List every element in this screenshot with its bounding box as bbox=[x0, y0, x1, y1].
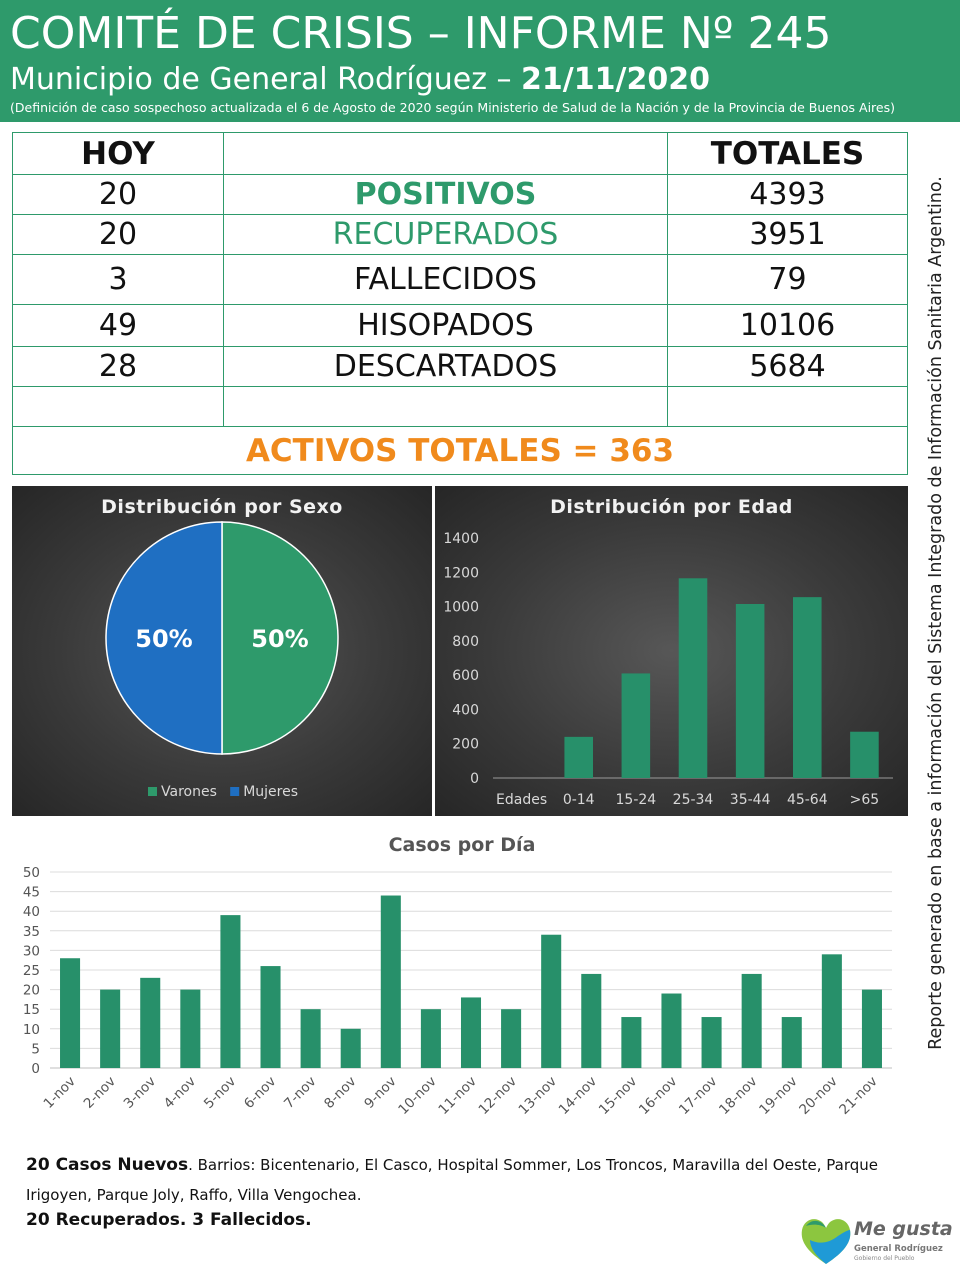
recovered-deaths-summary: 20 Recuperados. 3 Fallecidos. bbox=[26, 1210, 312, 1230]
x-tick-label: 6-nov bbox=[240, 1073, 280, 1112]
col-label-header bbox=[224, 133, 668, 174]
row-label: RECUPERADOS bbox=[224, 215, 668, 254]
daily-bar bbox=[381, 896, 401, 1068]
report-header bbox=[0, 0, 960, 122]
empty-cell bbox=[224, 387, 668, 426]
daily-chart-title: Casos por Día bbox=[388, 834, 536, 856]
x-tick-label: 4-nov bbox=[160, 1073, 200, 1112]
x-tick-label: 15-nov bbox=[595, 1073, 641, 1118]
logo-subtext: General Rodríguez bbox=[854, 1244, 943, 1254]
daily-bar bbox=[60, 958, 80, 1068]
legend-label: Mujeres bbox=[243, 784, 299, 800]
age-bar bbox=[679, 578, 708, 778]
daily-bar bbox=[862, 990, 882, 1068]
daily-bar bbox=[702, 1017, 722, 1068]
edad-bar-chart bbox=[435, 486, 908, 816]
x-tick-label: 17-nov bbox=[675, 1073, 721, 1118]
y-tick-label: 40 bbox=[22, 904, 40, 921]
stats-row-empty bbox=[13, 387, 907, 427]
legend-swatch bbox=[230, 787, 239, 796]
x-tick-label: 20-nov bbox=[796, 1073, 841, 1118]
daily-bar bbox=[100, 990, 120, 1068]
row-label: FALLECIDOS bbox=[224, 255, 668, 304]
stats-table bbox=[12, 132, 908, 475]
stats-row-positivos bbox=[13, 175, 907, 215]
y-tick-label: 20 bbox=[22, 982, 40, 999]
hoy-value: 20 bbox=[13, 175, 224, 214]
age-bar bbox=[564, 737, 593, 778]
y-tick-label: 200 bbox=[452, 736, 479, 753]
y-tick-label: 25 bbox=[22, 963, 40, 979]
x-tick-label: 2-nov bbox=[80, 1073, 119, 1112]
x-tick-label: 9-nov bbox=[361, 1073, 400, 1112]
hoy-value: 20 bbox=[13, 215, 224, 254]
total-value: 5684 bbox=[749, 349, 826, 384]
y-tick-label: 400 bbox=[452, 702, 479, 719]
daily-bar-chart bbox=[12, 826, 912, 1136]
new-cases-summary bbox=[26, 1150, 916, 1210]
age-bar bbox=[793, 597, 822, 778]
row-label: DESCARTADOS bbox=[224, 347, 668, 386]
col-totales-header: TOTALES bbox=[710, 135, 865, 172]
new-cases-count: 20 Casos Nuevos bbox=[26, 1155, 189, 1175]
edad-chart-panel bbox=[435, 486, 908, 816]
daily-bar bbox=[180, 990, 200, 1068]
barrios-list: . Barrios: Bicentenario, El Casco, Hospital Sommer, Los Troncos, Maravilla del Oeste, Parque Irigoyen, Parque Joly, Raffo, Villa Vengochea. bbox=[26, 1156, 878, 1204]
subtitle-municipio: Municipio de General Rodríguez – bbox=[10, 62, 522, 97]
report-date: 21/11/2020 bbox=[521, 62, 710, 97]
x-tick-label: 45-64 bbox=[786, 792, 828, 808]
y-tick-label: 1400 bbox=[443, 531, 479, 547]
x-tick-label: 14-nov bbox=[555, 1073, 601, 1118]
sexo-chart-title: Distribución por Sexo bbox=[101, 496, 343, 518]
x-tick-label: 8-nov bbox=[321, 1073, 360, 1112]
age-bar bbox=[736, 604, 765, 778]
daily-bar bbox=[341, 1029, 361, 1068]
heart-logo-icon bbox=[798, 1210, 854, 1270]
daily-bar bbox=[220, 915, 240, 1068]
row-label: POSITIVOS bbox=[224, 175, 668, 214]
x-tick-label: 19-nov bbox=[756, 1073, 801, 1118]
y-tick-label: 5 bbox=[31, 1041, 40, 1058]
legend-label: Varones bbox=[161, 784, 217, 800]
edad-chart-title: Distribución por Edad bbox=[550, 496, 793, 518]
stats-row-recuperados bbox=[13, 215, 907, 255]
daily-bar bbox=[581, 974, 601, 1068]
daily-chart-panel bbox=[12, 826, 912, 1136]
hoy-value: 49 bbox=[13, 305, 224, 346]
y-tick-label: 0 bbox=[31, 1061, 40, 1077]
stats-header-row bbox=[13, 133, 907, 175]
logo-subtext-2: Gobierno del Pueblo bbox=[854, 1255, 915, 1262]
y-tick-label: 600 bbox=[452, 668, 479, 685]
sexo-pie-chart bbox=[12, 486, 432, 816]
source-note-text: Reporte generado en base a información del Sistema Integrado de Información Sanitaria Argentino. bbox=[926, 176, 946, 1050]
daily-bar bbox=[822, 954, 842, 1068]
stats-row-fallecidos bbox=[13, 255, 907, 305]
x-tick-label: 21-nov bbox=[836, 1073, 881, 1118]
daily-bar bbox=[501, 1009, 521, 1068]
report-title: COMITÉ DE CRISIS – INFORME Nº 245 bbox=[10, 8, 832, 59]
col-hoy-header: HOY bbox=[13, 133, 224, 174]
x-tick-label: 16-nov bbox=[635, 1073, 681, 1118]
total-value: 10106 bbox=[739, 308, 836, 343]
daily-bar bbox=[261, 966, 281, 1068]
y-tick-label: 800 bbox=[452, 633, 479, 650]
total-value: 3951 bbox=[749, 217, 826, 252]
empty-cell bbox=[13, 387, 224, 426]
x-tick-label: 5-nov bbox=[200, 1073, 240, 1112]
row-label: HISOPADOS bbox=[224, 305, 668, 346]
daily-bar bbox=[782, 1017, 802, 1068]
y-tick-label: 30 bbox=[22, 943, 40, 960]
pie-data-label: 50% bbox=[135, 625, 193, 653]
x-tick-label: 1-nov bbox=[40, 1073, 79, 1112]
report-subtitle bbox=[10, 62, 710, 98]
y-tick-label: 45 bbox=[22, 884, 40, 901]
x-tick-label: 13-nov bbox=[515, 1073, 561, 1118]
x-tick-label: 18-nov bbox=[716, 1073, 761, 1118]
x-tick-label: 12-nov bbox=[475, 1073, 520, 1118]
activos-totales: ACTIVOS TOTALES = 363 bbox=[245, 433, 675, 469]
daily-bar bbox=[140, 978, 160, 1068]
daily-bar bbox=[742, 974, 762, 1068]
logo-text: Me gusta bbox=[854, 1218, 953, 1240]
daily-bar bbox=[541, 935, 561, 1068]
daily-bar bbox=[421, 1009, 441, 1068]
x-tick-label: 7-nov bbox=[281, 1073, 320, 1112]
y-tick-label: 1200 bbox=[443, 565, 479, 582]
sexo-chart-panel bbox=[12, 486, 432, 816]
y-tick-label: 0 bbox=[470, 771, 479, 787]
me-gusta-logo bbox=[798, 1210, 953, 1270]
total-value: 79 bbox=[768, 262, 807, 297]
x-tick-label: >65 bbox=[849, 792, 880, 808]
age-bar bbox=[850, 732, 879, 778]
total-value: 4393 bbox=[749, 177, 826, 212]
x-tick-label: 11-nov bbox=[435, 1073, 480, 1118]
daily-bar bbox=[301, 1009, 321, 1068]
x-tick-label: 15-24 bbox=[615, 792, 657, 808]
y-tick-label: 15 bbox=[22, 1002, 40, 1019]
daily-bar bbox=[461, 997, 481, 1068]
age-bar bbox=[622, 673, 651, 778]
stats-row-descartados bbox=[13, 347, 907, 387]
x-tick-label: 0-14 bbox=[562, 792, 595, 808]
daily-bar bbox=[621, 1017, 641, 1068]
x-tick-label: 25-34 bbox=[672, 792, 714, 808]
y-tick-label: 50 bbox=[22, 865, 40, 881]
legend-swatch bbox=[148, 787, 157, 796]
x-tick-label: Edades bbox=[496, 792, 548, 808]
hoy-value: 3 bbox=[13, 255, 224, 304]
hoy-value: 28 bbox=[13, 347, 224, 386]
daily-bar bbox=[661, 994, 681, 1068]
stats-row-hisopados bbox=[13, 305, 907, 347]
y-tick-label: 10 bbox=[22, 1021, 40, 1038]
empty-cell bbox=[668, 387, 907, 426]
pie-data-label: 50% bbox=[251, 625, 309, 653]
definition-note: (Definición de caso sospechoso actualizada el 6 de Agosto de 2020 según Ministerio de Salud de la Nación y de la Provincia de Buenos Aires) bbox=[10, 100, 895, 115]
x-tick-label: 3-nov bbox=[120, 1073, 160, 1112]
source-note bbox=[922, 150, 950, 1076]
y-tick-label: 1000 bbox=[443, 599, 479, 616]
x-tick-label: 10-nov bbox=[395, 1073, 440, 1118]
y-tick-label: 35 bbox=[22, 923, 40, 940]
x-tick-label: 35-44 bbox=[729, 792, 771, 808]
